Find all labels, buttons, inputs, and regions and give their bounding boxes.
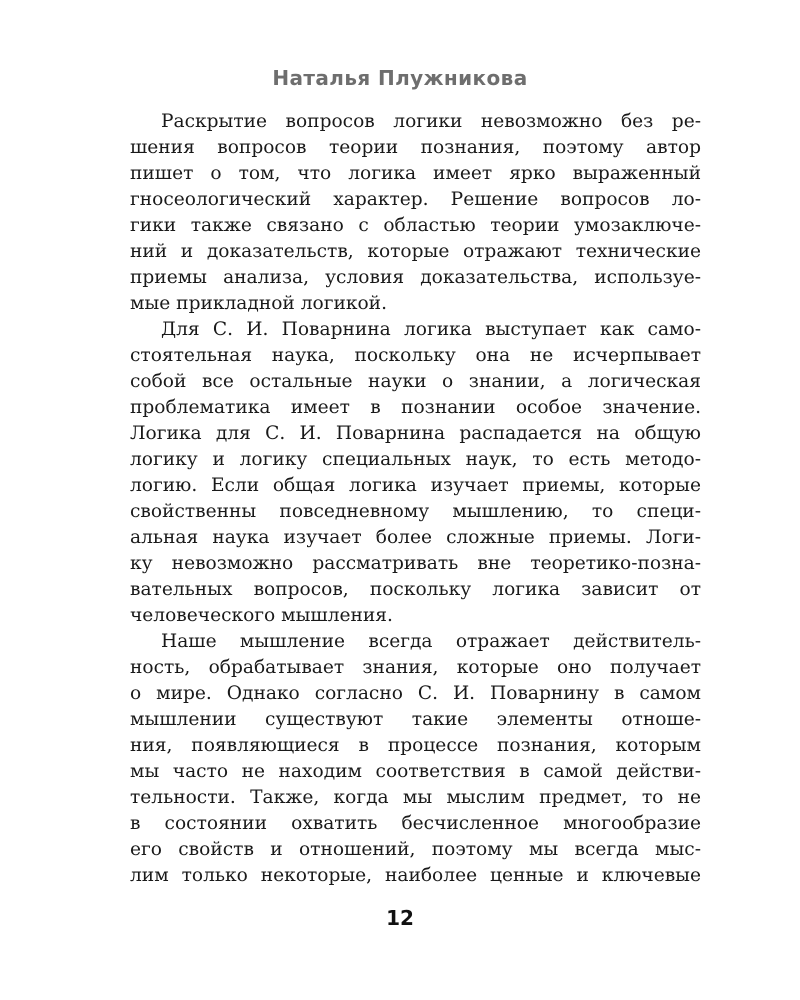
text-line: гики также связано с областью теории умозаключе-: [130, 215, 701, 236]
text-line: логику и логику специальных наук, то есть методо-: [130, 449, 701, 470]
text-line: ку невозможно рассматривать вне теоретико-позна-: [130, 553, 701, 574]
text-line: мые прикладной логикой.: [130, 293, 387, 314]
text-line: тельности. Также, когда мы мыслим предмет, то не: [130, 787, 701, 808]
text-line: Раскрытие вопросов логики невозможно без ре-: [161, 111, 701, 132]
page-number: 12: [386, 906, 414, 930]
text-line: приемы анализа, условия доказательства, используе-: [130, 267, 701, 288]
text-line: в состоянии охватить бесчисленное многообразие: [130, 813, 701, 834]
text-line: проблематика имеет в познании особое значение.: [130, 397, 701, 418]
text-line: свойственны повседневному мышлению, то специ-: [130, 501, 701, 522]
text-line: его свойств и отношений, поэтому мы всегда мыс-: [130, 839, 701, 860]
text-line: мы часто не находим соответствия в самой действи-: [130, 761, 701, 782]
text-line: человеческого мышления.: [130, 605, 393, 626]
text-line: Логика для С. И. Поварнина распадается на общую: [130, 423, 701, 444]
text-line: ность, обрабатывает знания, которые оно получает: [130, 657, 701, 678]
text-line: ния, появляющиеся в процессе познания, которым: [130, 735, 701, 756]
text-line: Наше мышление всегда отражает действитель-: [161, 631, 701, 652]
text-line: о мире. Однако согласно С. И. Поварнину в самом: [130, 683, 701, 704]
paragraph: [130, 109, 701, 317]
text-line: логию. Если общая логика изучает приемы, которые: [130, 475, 701, 496]
text-line: шения вопросов теории познания, поэтому автор: [130, 137, 701, 158]
text-line: Для С. И. Поварнина логика выступает как само-: [161, 319, 701, 340]
text-line: альная наука изучает более сложные приемы. Логи-: [130, 527, 701, 548]
paragraph: [130, 629, 701, 889]
text-line: гносеологический характер. Решение вопросов ло-: [130, 189, 701, 210]
text-line: ний и доказательств, которые отражают технические: [130, 241, 701, 262]
paragraph: [130, 317, 701, 629]
text-line: вательных вопросов, поскольку логика зависит от: [130, 579, 701, 600]
text-line: лим только некоторые, наиболее ценные и ключевые: [130, 865, 701, 886]
text-body: [130, 109, 701, 889]
text-line: собой все остальные науки о знании, а логическая: [130, 371, 701, 392]
text-line: мышлении существуют такие элементы отноше-: [130, 709, 701, 730]
text-line: стоятельная наука, поскольку она не исчерпывает: [130, 345, 701, 366]
running-head-author: Наталья Плужникова: [272, 66, 528, 90]
text-line: пишет о том, что логика имеет ярко выраженный: [130, 163, 701, 184]
